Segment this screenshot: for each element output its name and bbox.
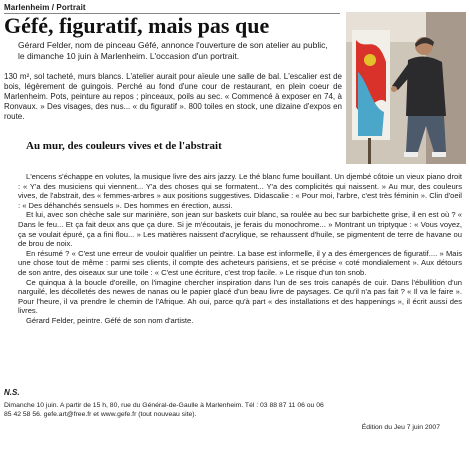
author-signature: N.S. — [4, 388, 20, 397]
artist-photo — [346, 12, 466, 164]
article-title: Géfé, figuratif, mais pas que — [4, 13, 270, 38]
section-label-text: Marlenheim / Portrait — [4, 3, 86, 12]
body-paragraph: Et lui, avec son chèche sale sur marinière, son jean sur baskets cuir blanc, sa roulée au bec sur barbichette grise, il en est où ? « Dans le feu... Et ça fait deux ans que ça dure. Si je m'écoutais, je ferais du monochrome... » Montrant un triptyque : « Vous voyez, ça se voulait épuré, ça a fini flou... » Les matières naissent d'acrylique, se rehaussent d'huile, se pigmentent de terre de havane ou de brou de noix. — [18, 210, 462, 249]
artist-photo-illustration — [346, 12, 466, 164]
article-subheading: Au mur, des couleurs vives et de l'abstrait — [26, 140, 222, 152]
body-paragraph: L'encens s'échappe en volutes, la musique livre des airs jazzy. Le thé blanc fume bouillant. Un djembé côtoie un vieux piano droit : « Y'a des musiciens qui viennent... Y'a des choses qui se formatent... Y'a des complicités qui naissent. » Au mur, des couleurs vives, de l'abstrait, des « femmes-arbres » aux positions suggestives. Didascalie : « Pour moi, l'arbre, c'est très féminin ». Clin d'oeil : « Des déhanchés sensuels ». Des hommes en érection, aussi. — [18, 172, 462, 210]
body-paragraph: En résumé ? « C'est une erreur de vouloir qualifier un peintre. La base est informelle, il y a des émergences de figuratif.... » Mais une chose tout de même : parmi ses clients, il compte des acheteurs parisiens, et se précise « coté mondialement ». Aux détours de son antre, des oiseaux sur une toile : « C'est une écriture, c'est trop facile. » Le risque d'un ton snob. — [18, 248, 462, 277]
edition-date: Édition du Jeu 7 juin 2007 — [361, 424, 440, 431]
article-lead: 130 m², sol tacheté, murs blancs. L'atelier aurait pour aïeule une salle de bal. L'escalier est de bois, légèrement de guingois. Perché au fond d'une cour de restaurant, en plein coeur de Marlenheim. Pots, peinture au repos ; pinceaux, poils au sec. « Commencé à exposer en 74, à Ronvaux. » Des visages, des nus... « du figuratif ». 800 toiles en stock, une dizaine d'expos en route. — [4, 72, 342, 121]
practical-info: Dimanche 10 juin. A partir de 15 h, 80, rue du Général-de-Gaulle à Marlenheim. Tél : 03 88 87 11 06 ou 06 85 42 58 56. gefe.art@free.fr et www.gefe.fr (tout nouveau site). — [4, 402, 324, 418]
article-chapeau: Gérard Felder, nom de pinceau Géfé, annonce l'ouverture de son atelier au public, le dimanche 10 juin à Marlenheim. L'occasion d'un portrait. — [18, 40, 328, 61]
article-body — [18, 172, 462, 326]
body-paragraph: Ce quinqua à la boucle d'oreille, on l'imagine chercher inspiration dans l'un de ses trois canapés de cuir. Dans l'ébullition d'un narguilé, les décolletés des newes de nanas ou le papier glacé d'un beau livre de paysages. Ce qu'il n'a pas fait ? « Il va le faire ». Pour l'heure, il va prendre le chemin de l'Afrique. Ah oui, parce qu'à part « des installations et des happenings », il écrit aussi des livres. — [18, 277, 462, 316]
body-paragraph: Gérard Felder, peintre. Géfé de son nom d'artiste. — [26, 315, 194, 325]
